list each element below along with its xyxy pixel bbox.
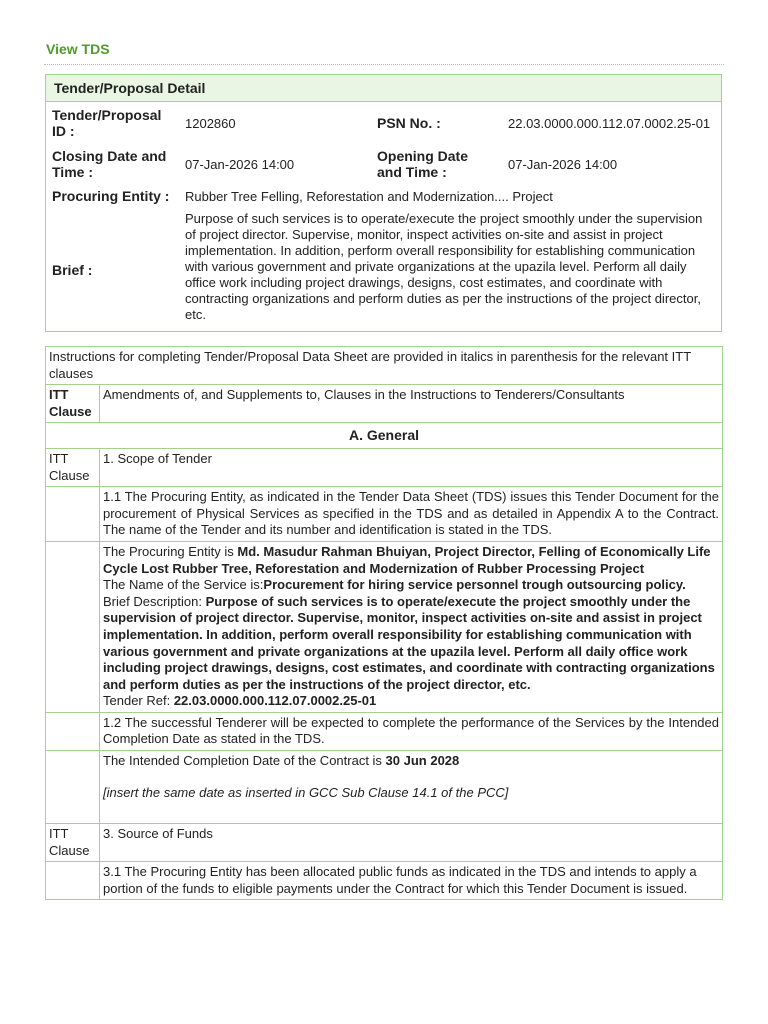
tender-id-label: Tender/Proposal ID : xyxy=(52,107,162,139)
divider xyxy=(44,64,724,65)
procuring-entity-value: Rubber Tree Felling, Reforestation and Modernization.... Project xyxy=(185,188,553,204)
procuring-entity-label: Procuring Entity : xyxy=(52,188,170,204)
itt-row xyxy=(46,751,723,824)
source-of-funds: 3. Source of Funds xyxy=(100,824,723,862)
clause-3-1: 3.1 The Procuring Entity has been allocated public funds as indicated in the TDS and intends to apply a portion of the funds to eligible payments under the Contract for which this Tender Document is issued. xyxy=(100,862,723,900)
itt-row xyxy=(46,487,723,542)
procuring-entity-name: Md. Masudur Rahman Bhuiyan, Project Director, Felling of Economically Life Cycle Lost Rubber Tree, Reforestation and Modernization of Rubber Processing Project xyxy=(103,543,711,576)
opening-date-value: 07-Jan-2026 14:00 xyxy=(508,156,618,172)
section-row xyxy=(46,423,723,449)
itt-table xyxy=(45,346,723,900)
tender-detail-header: Tender/Proposal Detail xyxy=(46,75,721,102)
itt-clause-header: ITT Clause xyxy=(46,385,100,423)
closing-date-value: 07-Jan-2026 14:00 xyxy=(185,156,295,172)
completion-date: 30 Jun 2028 xyxy=(385,753,460,769)
tender-ref: 22.03.0000.000.112.07.0002.25-01 xyxy=(173,693,377,709)
opening-date-label: Opening Date and Time : xyxy=(377,148,469,180)
closing-date-label: Closing Date and Time : xyxy=(52,148,167,180)
itt-row xyxy=(46,824,723,862)
itt-row xyxy=(46,541,723,712)
tender-detail-table xyxy=(46,102,721,331)
detail-row xyxy=(46,184,721,208)
detail-row xyxy=(46,102,721,144)
itt-intro: Instructions for completing Tender/Proposal Data Sheet are provided in italics in parenthesis for the relevant ITT clauses xyxy=(46,347,723,385)
service-name: Procurement for hiring service personnel trough outsourcing policy. xyxy=(263,577,686,593)
amendments-header: Amendments of, and Supplements to, Clauses in the Instructions to Tenderers/Consultants xyxy=(100,385,723,423)
procuring-entity-block: The Procuring Entity is Md. Masudur Rahman Bhuiyan, Project Director, Felling of Economically Life Cycle Lost Rubber Tree, Reforestation and Modernization of Rubber Processing Project The Name of the Service is:Procurement for hiring service personnel trough outsourcing policy. Brief Description: Purpose of such services is to operate/execute the project smoothly under the supervision of project director. Supervise, monitor, inspect activities on-site and assist in project implementation. In addition, perform overall responsibility for establishing communication with various government and private organizations at the upazila level. Perform all daily office work including project drawings, designs, cost estimates, and coordinate with contracting organizations and perform duties as per the instructions of the project director, etc. Tender Ref: 22.03.0000.000.112.07.0002.25-01 xyxy=(100,541,723,712)
itt-clause-label: ITT Clause xyxy=(46,448,100,486)
psn-value: 22.03.0000.000.112.07.0002.25-01 xyxy=(508,115,711,131)
tender-id-value: 1202860 xyxy=(185,115,236,131)
detail-row xyxy=(46,208,721,331)
page-title: View TDS xyxy=(46,41,110,57)
completion-note: [insert the same date as inserted in GCC Sub Clause 14.1 of the PCC] xyxy=(103,784,509,800)
brief-value: Purpose of such services is to operate/execute the project smoothly under the supervision of project director. Supervise, monitor, inspect activities on-site and assist in project implementation. In addition, perform overall responsibility for establishing communication with various government and private organizations at the upazila level. Perform all daily office work including project drawings, designs, cost estimates, and coordinate with contracting organizations and perform duties as per the instructions of the project director, etc. xyxy=(185,211,703,322)
itt-clause-label: ITT Clause xyxy=(46,824,100,862)
scope-of-tender: 1. Scope of Tender xyxy=(100,448,723,486)
itt-row xyxy=(46,448,723,486)
section-a-general: A. General xyxy=(46,423,723,449)
brief-description: Purpose of such services is to operate/execute the project smoothly under the supervision of project director. Supervise, monitor, inspect activities on-site and assist in project implementation. In addition, perform overall responsibility for establishing communication with various government and private organizations at the upazila level. Perform all daily office work including project drawings, designs, cost estimates, and coordinate with contracting organizations and perform duties as per the instructions of the project director, etc. xyxy=(103,593,715,692)
clause-1-2: 1.2 The successful Tenderer will be expected to complete the performance of the Services by the Intended Completion Date as stated in the TDS. xyxy=(100,712,723,750)
itt-row xyxy=(46,862,723,900)
itt-intro-row xyxy=(46,347,723,385)
tender-detail-panel xyxy=(45,74,722,332)
detail-row xyxy=(46,144,721,184)
clause-1-1: 1.1 The Procuring Entity, as indicated in the Tender Data Sheet (TDS) issues this Tender Document for the procurement of Physical Services as specified in the TDS and as detailed in Appendix A to the Contract. The name of the Tender and its number and identification is stated in the TDS. xyxy=(100,487,723,542)
itt-header-row xyxy=(46,385,723,423)
completion-date-block: The Intended Completion Date of the Contract is 30 Jun 2028 [insert the same date as inserted in GCC Sub Clause 14.1 of the PCC] xyxy=(100,751,723,824)
itt-row xyxy=(46,712,723,750)
psn-label: PSN No. : xyxy=(377,115,441,131)
brief-label: Brief : xyxy=(52,261,93,278)
